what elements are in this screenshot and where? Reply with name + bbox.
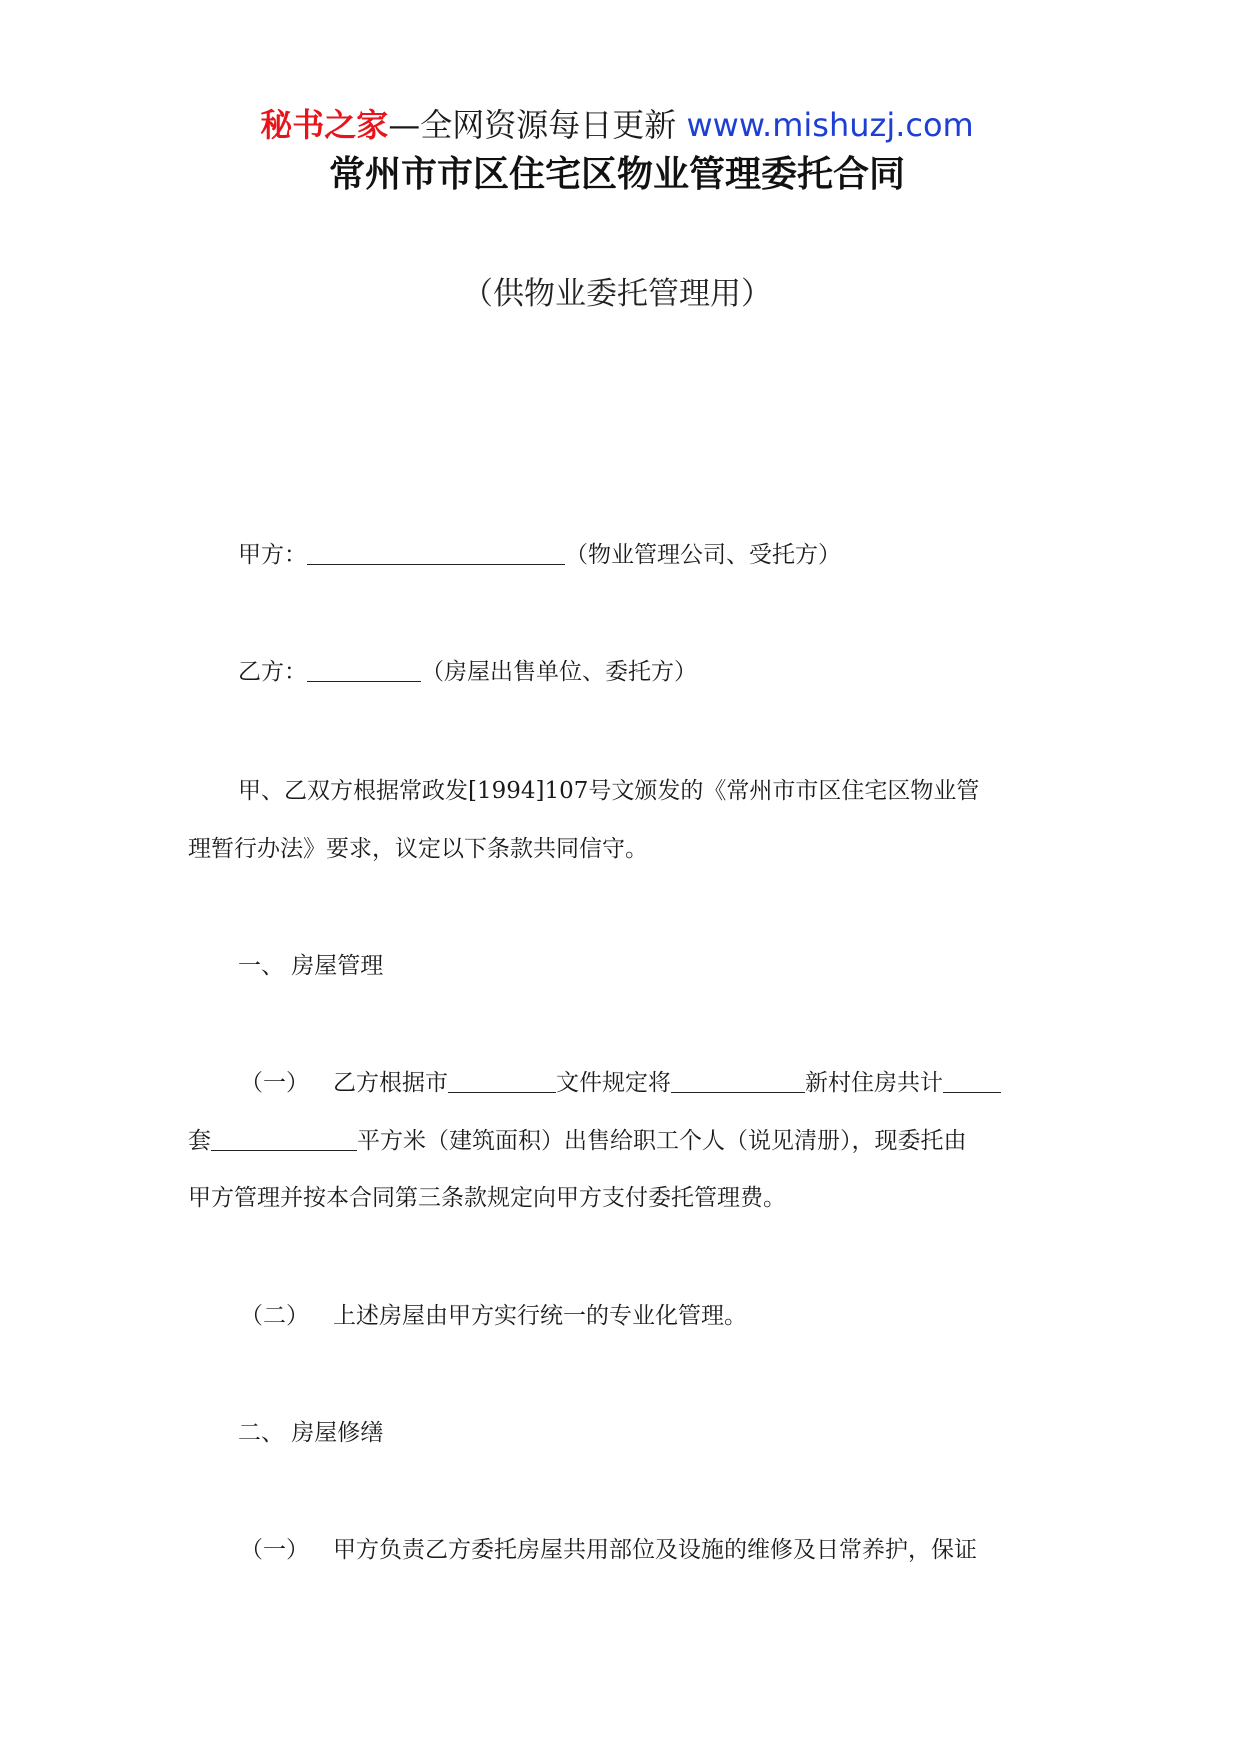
section-1-item-2 <box>240 1299 747 1333</box>
site-header <box>0 103 1234 147</box>
unit-count-blank <box>943 1070 1001 1093</box>
section-1-heading: 一、 房屋管理 <box>238 953 384 979</box>
preamble-line-2: 理暂行办法》要求，议定以下条款共同信守。 <box>188 836 648 862</box>
section-1-item-1-line-3: 甲方管理并按本合同第三条款规定向甲方支付委托管理费。 <box>188 1185 786 1211</box>
brand-name: 秘书之家 <box>260 106 389 144</box>
document-title: 常州市市区住宅区物业管理委托合同 <box>328 154 905 195</box>
party-a-note: （物业管理公司、受托方） <box>565 542 841 568</box>
site-url-link[interactable]: www.mishuzj.com <box>686 106 974 144</box>
party-a-label: 甲方： <box>238 542 307 568</box>
item-text: 甲方负责乙方委托房屋共用部位及设施的维修及日常养护，保证 <box>333 1537 977 1563</box>
village-name-blank <box>671 1070 805 1093</box>
preamble-line-1: 甲、乙双方根据常政发[1994]107号文颁发的《常州市市区住宅区物业管 <box>238 778 980 804</box>
document-subtitle: （供物业委托管理用） <box>462 276 772 312</box>
item-number: （二） <box>240 1303 309 1329</box>
item-text: 新村住房共计 <box>805 1070 943 1096</box>
item-number: （一） <box>240 1537 309 1563</box>
party-b-label: 乙方： <box>238 659 307 685</box>
item-text: 乙方根据市 <box>333 1070 448 1096</box>
item-text: 平方米（建筑面积）出售给职工个人（说见清册），现委托由 <box>357 1128 967 1154</box>
item-text: 套 <box>188 1128 211 1154</box>
item-text: 上述房屋由甲方实行统一的专业化管理。 <box>333 1303 747 1329</box>
party-b-note: （房屋出售单位、委托方） <box>421 659 697 685</box>
party-b-line <box>238 655 697 689</box>
party-a-line <box>238 538 841 572</box>
section-2-item-1 <box>240 1533 977 1567</box>
area-blank <box>211 1128 357 1151</box>
section-1-item-1-line-2 <box>188 1124 967 1158</box>
item-number: （一） <box>240 1070 309 1096</box>
header-slogan: —全网资源每日更新 <box>388 106 687 144</box>
item-text: 文件规定将 <box>556 1070 671 1096</box>
party-b-blank <box>307 659 421 682</box>
section-1-item-1-line-1 <box>240 1066 1001 1100</box>
party-a-blank <box>307 542 565 565</box>
section-2-heading: 二、 房屋修缮 <box>238 1420 384 1446</box>
city-document-blank <box>448 1070 556 1093</box>
